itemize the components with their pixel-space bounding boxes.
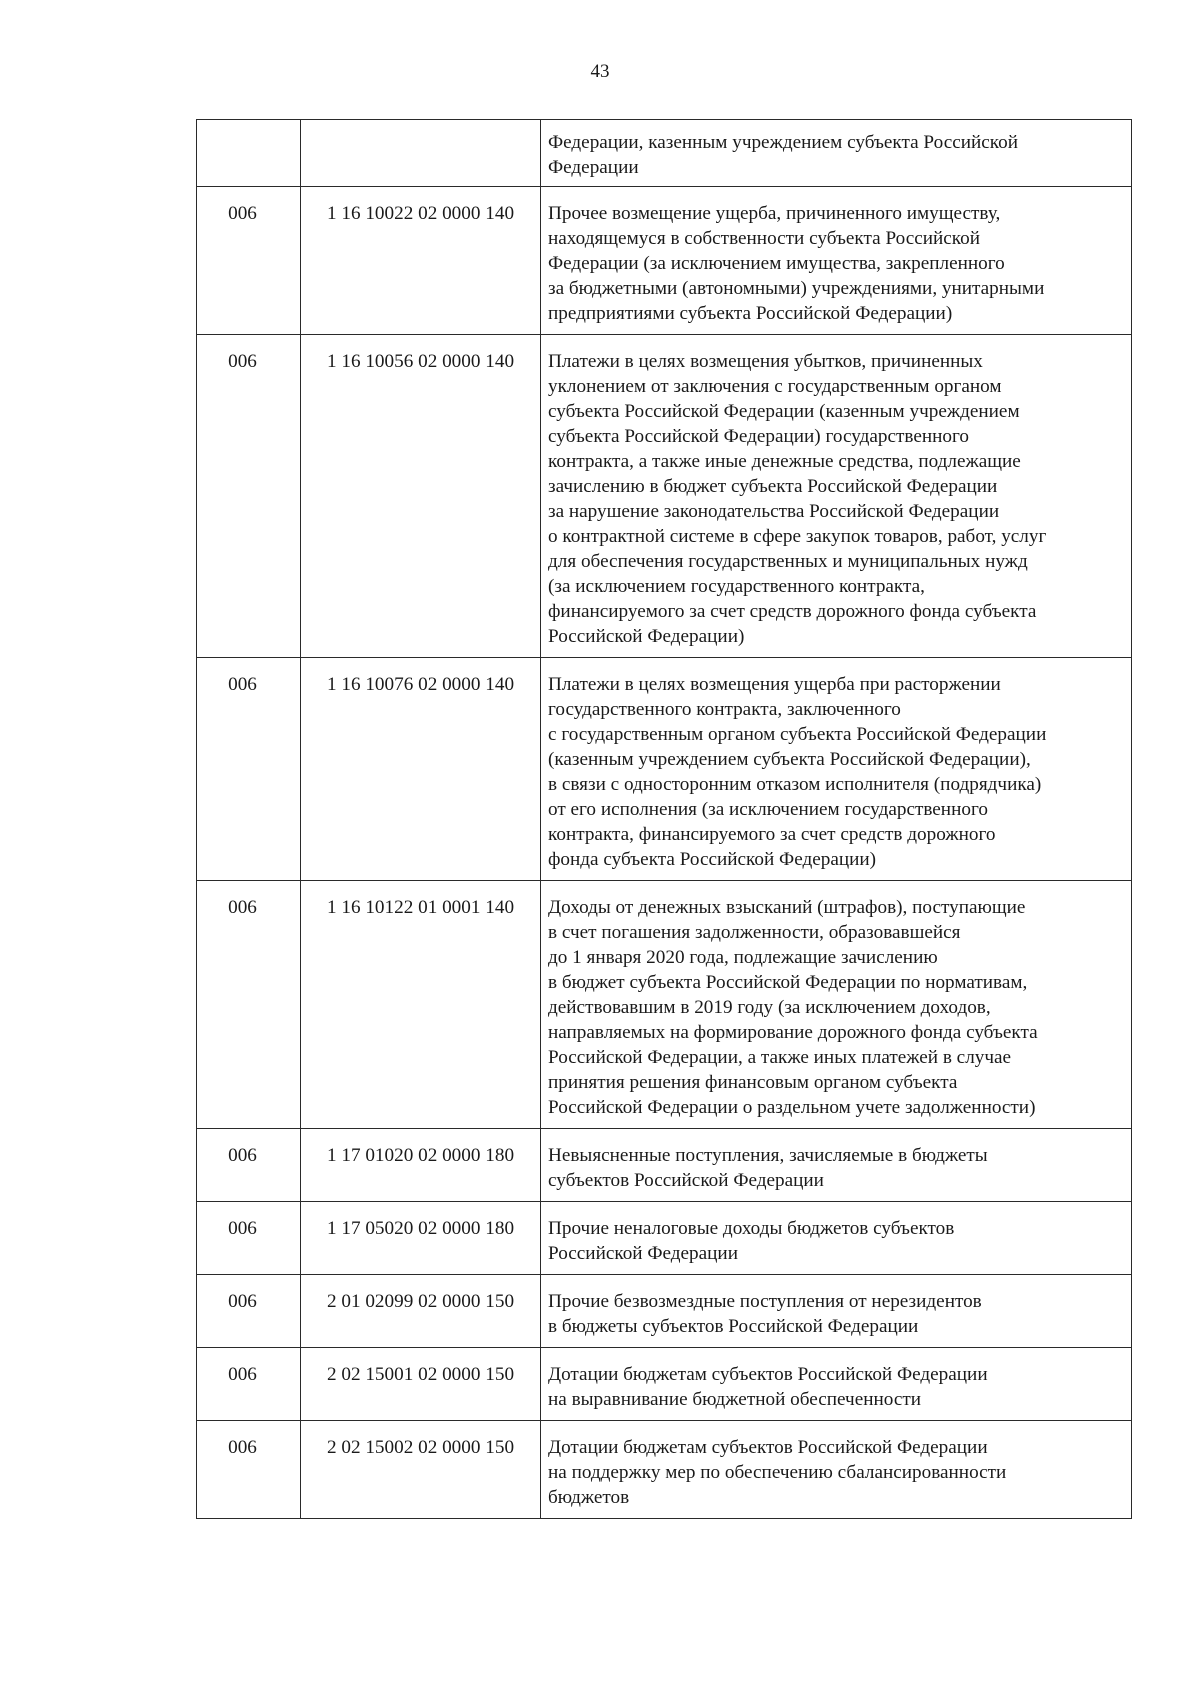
- description-line: Федерации: [548, 157, 639, 178]
- admin-code-cell: 006: [197, 335, 301, 658]
- description-line: Российской Федерации, а также иных платежей в случае: [548, 1047, 1012, 1068]
- description-line: с государственным органом субъекта Российской Федерации: [548, 724, 1047, 745]
- description-line: (за исключением государственного контракта,: [548, 576, 925, 597]
- revenue-description-cell: [541, 120, 1132, 187]
- description-line: субъектов Российской Федерации: [548, 1170, 824, 1191]
- description-line: бюджетов: [548, 1487, 630, 1508]
- table-row: [197, 658, 1132, 881]
- revenue-description-cell: [541, 658, 1132, 881]
- description-line: в бюджет субъекта Российской Федерации по нормативам,: [548, 972, 1028, 993]
- budget-classification-code-cell: 1 17 01020 02 0000 180: [301, 1129, 541, 1202]
- description-line: фонда субъекта Российской Федерации): [548, 849, 877, 870]
- table-row: [197, 1421, 1132, 1519]
- description-line: контракта, финансируемого за счет средств дорожного: [548, 824, 996, 845]
- table-row: [197, 881, 1132, 1129]
- revenue-description-cell: [541, 187, 1132, 335]
- budget-classification-code-cell: [301, 120, 541, 187]
- admin-code-cell: 006: [197, 187, 301, 335]
- description-line: субъекта Российской Федерации (казенным учреждением: [548, 401, 1020, 422]
- budget-classification-code-cell: 1 16 10122 01 0001 140: [301, 881, 541, 1129]
- admin-code-cell: 006: [197, 1275, 301, 1348]
- admin-code-cell: 006: [197, 881, 301, 1129]
- description-line: Российской Федерации: [548, 1243, 738, 1264]
- description-line: для обеспечения государственных и муниципальных нужд: [548, 551, 1028, 572]
- description-line: Дотации бюджетам субъектов Российской Федерации: [548, 1437, 988, 1458]
- revenue-description-cell: [541, 881, 1132, 1129]
- description-line: Федерации, казенным учреждением субъекта Российской: [548, 132, 1018, 153]
- description-line: (казенным учреждением субъекта Российской Федерации),: [548, 749, 1031, 770]
- description-line: действовавшим в 2019 году (за исключением доходов,: [548, 997, 991, 1018]
- budget-classification-code-cell: 2 01 02099 02 0000 150: [301, 1275, 541, 1348]
- description-line: принятия решения финансовым органом субъекта: [548, 1072, 958, 1093]
- table-row: [197, 335, 1132, 658]
- revenue-description-cell: [541, 335, 1132, 658]
- revenue-description-cell: [541, 1129, 1132, 1202]
- budget-classification-code-cell: 1 16 10056 02 0000 140: [301, 335, 541, 658]
- description-line: на выравнивание бюджетной обеспеченности: [548, 1389, 921, 1410]
- budget-classification-code-cell: 1 17 05020 02 0000 180: [301, 1202, 541, 1275]
- revenue-description-cell: [541, 1421, 1132, 1519]
- table-body: [197, 120, 1132, 1519]
- table-row: [197, 187, 1132, 335]
- description-line: субъекта Российской Федерации) государственного: [548, 426, 969, 447]
- description-line: Российской Федерации): [548, 626, 745, 647]
- description-line: государственного контракта, заключенного: [548, 699, 901, 720]
- admin-code-cell: 006: [197, 1129, 301, 1202]
- admin-code-cell: [197, 120, 301, 187]
- budget-classification-code-cell: 2 02 15002 02 0000 150: [301, 1421, 541, 1519]
- description-line: Федерации (за исключением имущества, закрепленного: [548, 253, 1005, 274]
- budget-classification-code-cell: 2 02 15001 02 0000 150: [301, 1348, 541, 1421]
- description-line: до 1 января 2020 года, подлежащие зачислению: [548, 947, 938, 968]
- description-line: направляемых на формирование дорожного фонда субъекта: [548, 1022, 1038, 1043]
- description-line: Российской Федерации о раздельном учете задолженности): [548, 1097, 1036, 1118]
- description-line: от его исполнения (за исключением государственного: [548, 799, 988, 820]
- description-line: в связи с односторонним отказом исполнителя (подрядчика): [548, 774, 1042, 795]
- description-line: контракта, а также иные денежные средства, подлежащие: [548, 451, 1021, 472]
- description-line: за нарушение законодательства Российской Федерации: [548, 501, 1000, 522]
- table-row: [197, 1348, 1132, 1421]
- description-line: Прочие безвозмездные поступления от нерезидентов: [548, 1291, 982, 1312]
- description-line: в счет погашения задолженности, образовавшейся: [548, 922, 961, 943]
- description-line: находящемуся в собственности субъекта Российской: [548, 228, 980, 249]
- table-row: [197, 120, 1132, 187]
- revenue-description-cell: [541, 1348, 1132, 1421]
- description-line: зачислению в бюджет субъекта Российской Федерации: [548, 476, 998, 497]
- budget-classification-code-cell: 1 16 10076 02 0000 140: [301, 658, 541, 881]
- description-line: Дотации бюджетам субъектов Российской Федерации: [548, 1364, 988, 1385]
- admin-code-cell: 006: [197, 1421, 301, 1519]
- table-row: [197, 1129, 1132, 1202]
- revenue-codes-table: [196, 119, 1132, 1519]
- description-line: уклонением от заключения с государственным органом: [548, 376, 1002, 397]
- description-line: предприятиями субъекта Российской Федерации): [548, 303, 953, 324]
- table-row: [197, 1202, 1132, 1275]
- description-line: в бюджеты субъектов Российской Федерации: [548, 1316, 919, 1337]
- description-line: на поддержку мер по обеспечению сбалансированности: [548, 1462, 1007, 1483]
- description-line: Прочие неналоговые доходы бюджетов субъектов: [548, 1218, 955, 1239]
- description-line: Невыясненные поступления, зачисляемые в бюджеты: [548, 1145, 988, 1166]
- revenue-description-cell: [541, 1202, 1132, 1275]
- admin-code-cell: 006: [197, 1348, 301, 1421]
- page-number: 43: [590, 61, 610, 82]
- admin-code-cell: 006: [197, 658, 301, 881]
- description-line: финансируемого за счет средств дорожного фонда субъекта: [548, 601, 1037, 622]
- admin-code-cell: 006: [197, 1202, 301, 1275]
- description-line: Прочее возмещение ущерба, причиненного имуществу,: [548, 203, 1001, 224]
- revenue-description-cell: [541, 1275, 1132, 1348]
- description-line: Платежи в целях возмещения ущерба при расторжении: [548, 674, 1001, 695]
- description-line: Доходы от денежных взысканий (штрафов), поступающие: [548, 897, 1026, 918]
- table-row: [197, 1275, 1132, 1348]
- description-line: за бюджетными (автономными) учреждениями, унитарными: [548, 278, 1045, 299]
- budget-classification-code-cell: 1 16 10022 02 0000 140: [301, 187, 541, 335]
- description-line: Платежи в целях возмещения убытков, причиненных: [548, 351, 983, 372]
- description-line: о контрактной системе в сфере закупок товаров, работ, услуг: [548, 526, 1047, 547]
